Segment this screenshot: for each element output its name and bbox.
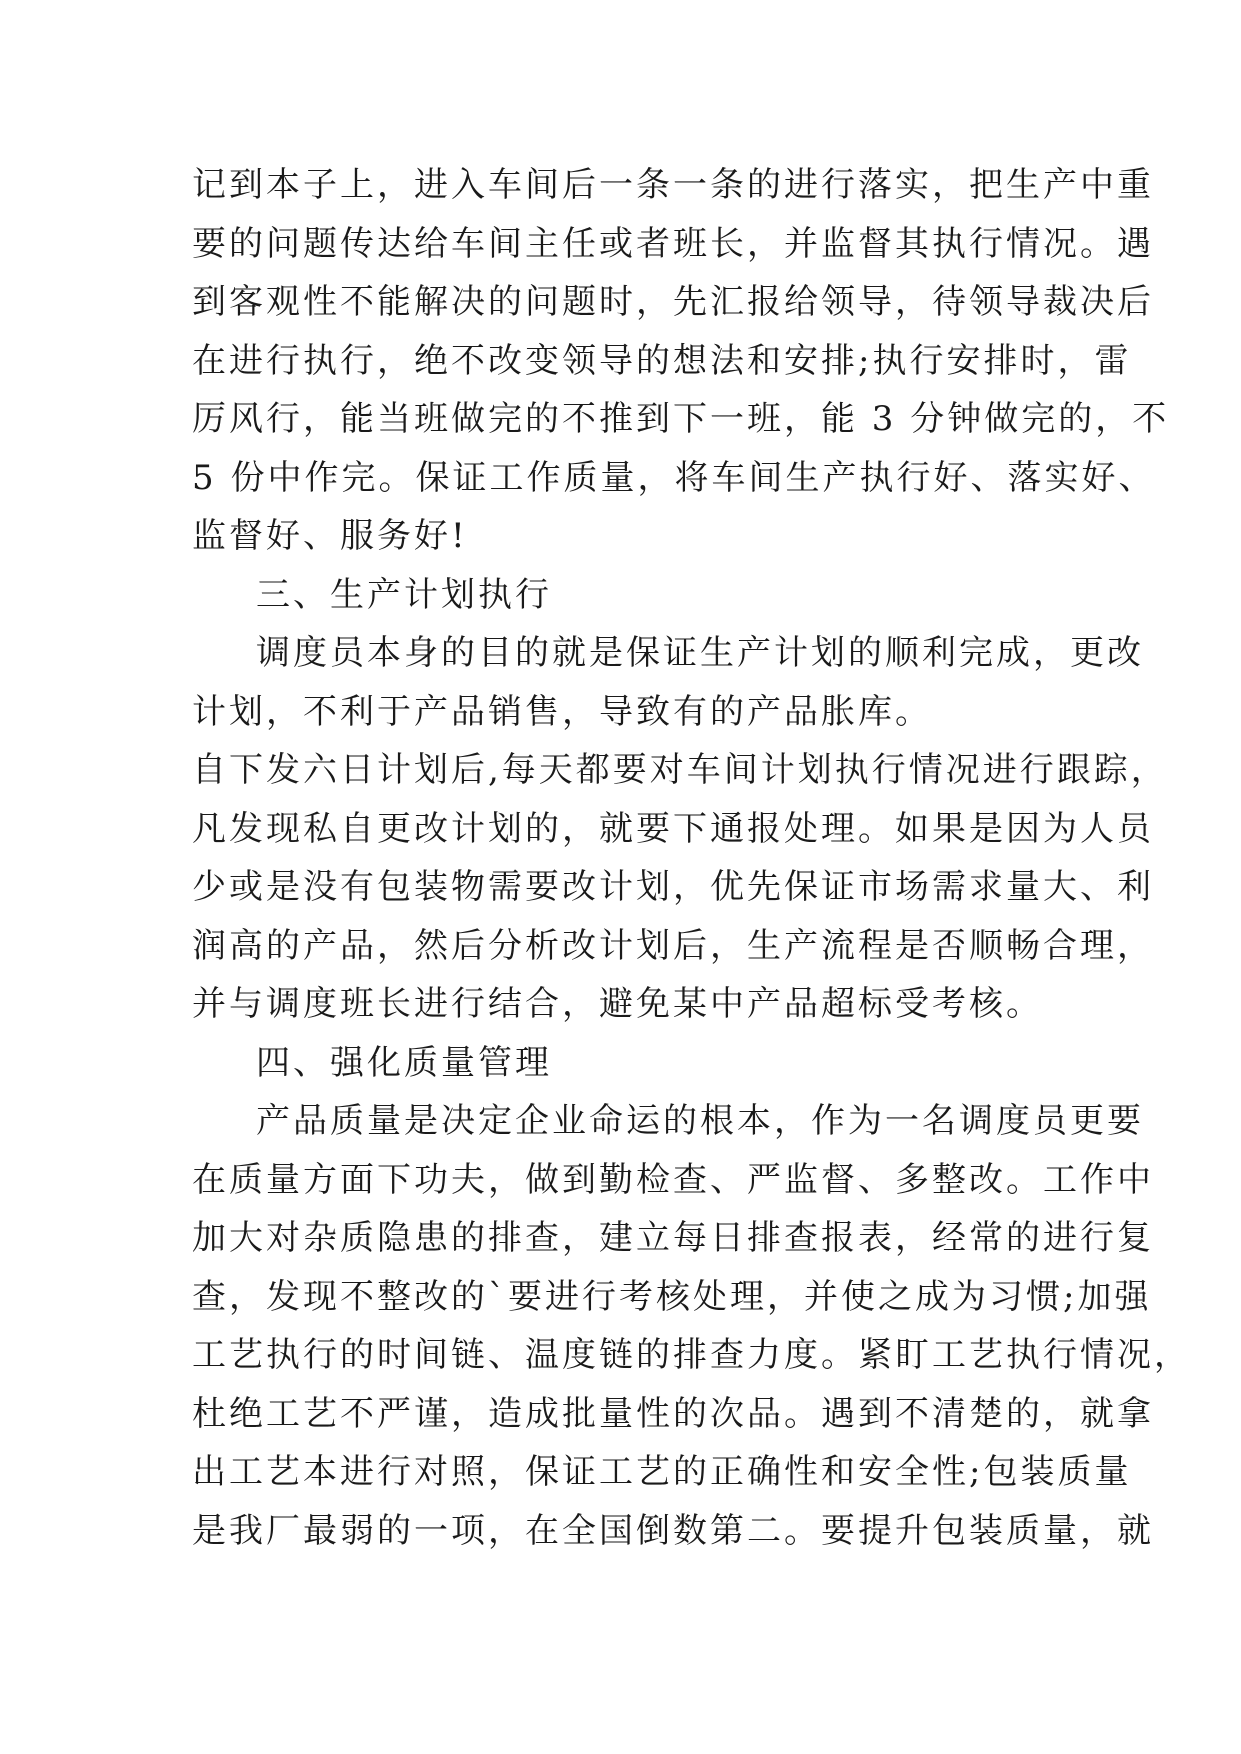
paragraph-line: 计划，不利于产品销售，导致有的产品胀库。: [192, 691, 932, 732]
paragraph-line: 到客观性不能解决的问题时，先汇报给领导，待领导裁决后: [192, 282, 1154, 322]
paragraph-line: 出工艺本进行对照，保证工艺的正确性和安全性;包装质量: [192, 1452, 1132, 1492]
paragraph-line: 工艺执行的时间链、温度链的排查力度。紧盯工艺执行情况，: [192, 1335, 1191, 1375]
paragraph-line: 在质量方面下功夫，做到勤检查、严监督、多整改。工作中: [192, 1159, 1154, 1200]
paragraph-line: 杜绝工艺不严谨，造成批量性的次品。遇到不清楚的，就拿: [192, 1393, 1154, 1434]
paragraph-line: 加大对杂质隐患的排查，建立每日排查报表，经常的进行复: [192, 1218, 1154, 1258]
paragraph-line: 少或是没有包装物需要改计划，优先保证市场需求量大、利: [192, 867, 1154, 907]
paragraph-line: 厉风行，能当班做完的不推到下一班，能 3 分钟做完的，不: [192, 399, 1170, 439]
paragraph-line: 查，发现不整改的`要进行考核处理，并使之成为习惯;加强: [192, 1276, 1152, 1317]
paragraph-line: 并与调度班长进行结合，避免某中产品超标受考核。: [192, 984, 1043, 1024]
paragraph-line: 产品质量是决定企业命运的根本，作为一名调度员更要: [256, 1101, 1144, 1141]
paragraph-line: 在进行执行，绝不改变领导的想法和安排;执行安排时，雷: [192, 340, 1132, 381]
paragraph-line: 自下发六日计划后,每天都要对车间计划执行情况进行跟踪，: [192, 750, 1168, 790]
section-heading: 四、强化质量管理: [256, 1042, 552, 1083]
paragraph-line: 调度员本身的目的就是保证生产计划的顺利完成，更改: [256, 633, 1144, 673]
document-body: [192, 156, 1191, 1560]
paragraph-line: 要的问题传达给车间主任或者班长，并监督其执行情况。遇: [192, 223, 1154, 264]
paragraph-line: 润高的产品，然后分析改计划后，生产流程是否顺畅合理，: [192, 925, 1154, 966]
paragraph-line: 5 份中作完。保证工作质量，将车间生产执行好、落实好、: [192, 457, 1156, 498]
paragraph-line: 凡发现私自更改计划的，就要下通报处理。如果是因为人员: [192, 808, 1154, 849]
paragraph-line: 是我厂最弱的一项，在全国倒数第二。要提升包装质量，就: [192, 1510, 1154, 1551]
paragraph-line: 监督好、服务好!: [192, 516, 468, 556]
section-heading: 三、生产计划执行: [256, 574, 552, 615]
paragraph-line: 记到本子上，进入车间后一条一条的进行落实，把生产中重: [192, 165, 1154, 205]
